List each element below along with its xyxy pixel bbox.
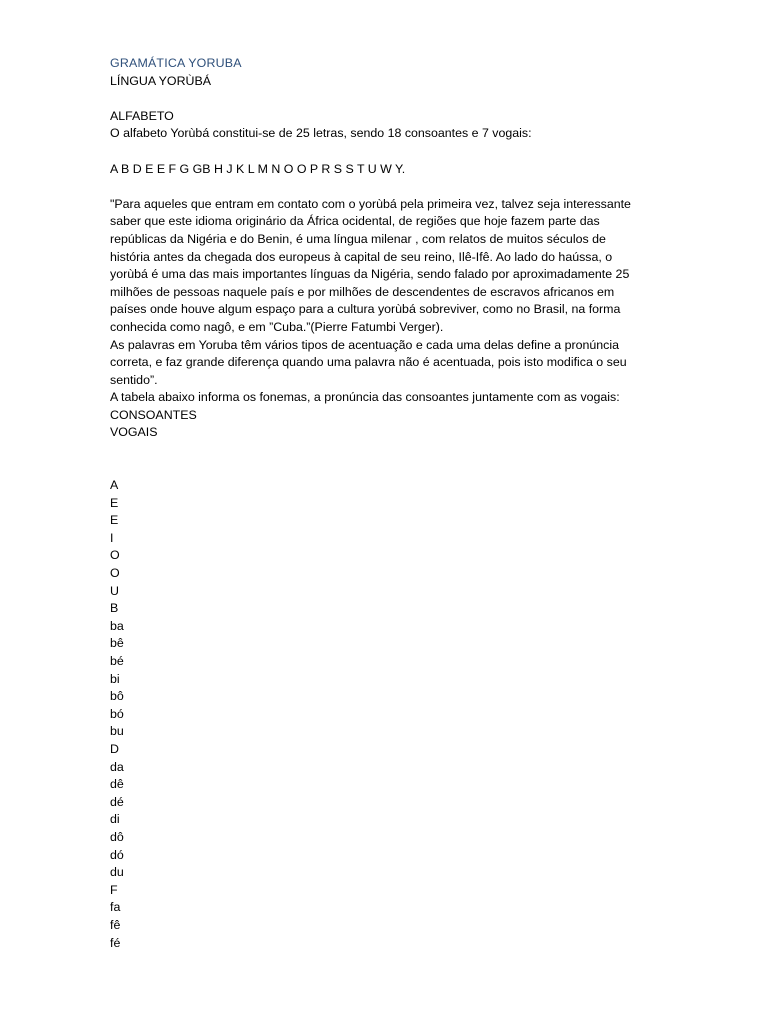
paragraph-line: "Para aqueles que entram em contato com o yorùbá pela primeira vez, talvez seja interessante bbox=[110, 196, 631, 211]
list-item: fa bbox=[110, 900, 121, 915]
consoantes-heading: CONSOANTES bbox=[110, 407, 197, 422]
list-item: I bbox=[110, 530, 114, 545]
list-item: E bbox=[110, 495, 119, 510]
list-item: dô bbox=[110, 829, 124, 844]
list-item: dé bbox=[110, 794, 124, 809]
list-item: ba bbox=[110, 618, 124, 633]
list-item: O bbox=[110, 566, 120, 581]
phoneme-list bbox=[110, 477, 670, 952]
document-title: GRAMÁTICA YORUBA bbox=[110, 56, 242, 70]
list-item: bô bbox=[110, 689, 124, 704]
alphabet-letters: A B D E E F G GB H J K L M N O O P R S S T U W Y. bbox=[110, 161, 406, 176]
spacer bbox=[110, 90, 670, 108]
list-item: bê bbox=[110, 636, 124, 651]
paragraph-line: repúblicas da Nigéria e do Benin, é uma língua milenar , com relatos de muitos séculos de bbox=[110, 231, 606, 246]
paragraph-line: história antes da chegada dos europeus à capital de seu reino, Ilê-Ifê. Ao lado do haússa, o bbox=[110, 249, 613, 264]
list-item: U bbox=[110, 583, 119, 598]
list-item: A bbox=[110, 478, 119, 493]
spacer bbox=[110, 143, 670, 161]
list-item: B bbox=[110, 601, 119, 616]
list-item: dó bbox=[110, 847, 124, 862]
alphabet-intro: O alfabeto Yorùbá constitui-se de 25 letras, sendo 18 consoantes e 7 vogais: bbox=[110, 126, 532, 141]
paragraph-line: yorùbá é uma das mais importantes línguas da Nigéria, sendo falado por aproximadamente 25 bbox=[110, 267, 630, 282]
paragraph-line: conhecida como nagô, e em ”Cuba.”(Pierre Fatumbi Verger). bbox=[110, 319, 444, 334]
paragraph-line: A tabela abaixo informa os fonemas, a pronúncia das consoantes juntamente com as vogais: bbox=[110, 390, 620, 405]
list-item: D bbox=[110, 741, 119, 756]
list-item: dê bbox=[110, 777, 124, 792]
list-item: di bbox=[110, 812, 120, 827]
list-item: bi bbox=[110, 671, 120, 686]
quote-paragraph bbox=[110, 196, 670, 442]
vogais-heading: VOGAIS bbox=[110, 425, 158, 440]
list-item: fé bbox=[110, 935, 121, 950]
list-item: O bbox=[110, 548, 120, 563]
document-page bbox=[110, 55, 670, 952]
section-heading: ALFABETO bbox=[110, 108, 174, 123]
document-subtitle: LÍNGUA YORÙBÁ bbox=[110, 73, 211, 88]
paragraph-line: correta, e faz grande diferença quando uma palavra não é acentuada, pois isto modifica o seu bbox=[110, 355, 627, 370]
spacer bbox=[110, 442, 670, 477]
paragraph-line: países onde houve algum espaço para a cultura yorùbá sobreviver, como no Brasil, na forma bbox=[110, 302, 621, 317]
spacer bbox=[110, 178, 670, 196]
list-item: fê bbox=[110, 917, 121, 932]
paragraph-line: sentido”. bbox=[110, 372, 158, 387]
paragraph-line: As palavras em Yoruba têm vários tipos de acentuação e cada uma delas define a pronúncia bbox=[110, 337, 620, 352]
list-item: bé bbox=[110, 654, 124, 668]
paragraph-line: saber que este idioma originário da África ocidental, de regiões que hoje fazem parte das bbox=[110, 214, 600, 229]
list-item: F bbox=[110, 882, 118, 897]
list-item: da bbox=[110, 759, 124, 774]
list-item: bu bbox=[110, 724, 124, 739]
list-item: du bbox=[110, 865, 124, 880]
list-item: bó bbox=[110, 706, 124, 721]
paragraph-line: milhões de pessoas naquele país e por milhões de descendentes de escravos africanos em bbox=[110, 284, 615, 299]
list-item: E bbox=[110, 513, 119, 528]
